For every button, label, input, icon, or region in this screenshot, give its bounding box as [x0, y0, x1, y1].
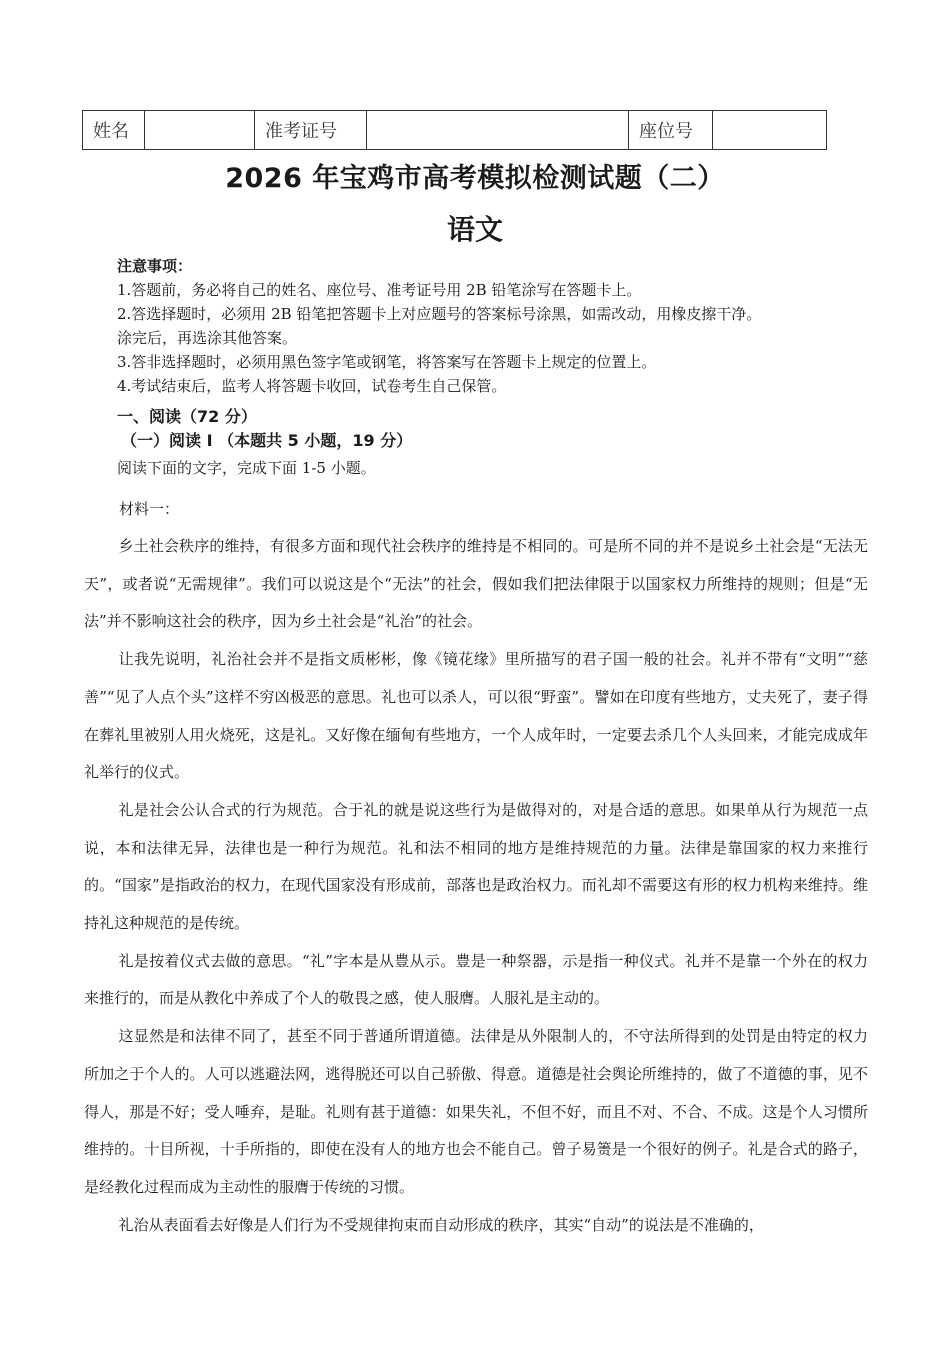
name-label: 姓名 [83, 111, 145, 150]
passage-paragraph: 乡土社会秩序的维持，有很多方面和现代社会秩序的维持是不相同的。可是所不同的并不是说乡土社会是“无法无天”，或者说“无需规律”。我们可以说这是个“无法”的社会，假如我们把法律限于以国家权力所维持的规则；但是“无法”并不影响这社会的秩序，因为乡土社会是“礼治”的社会。 [84, 537, 868, 631]
notice-item: 1.答题前，务必将自己的姓名、座位号、准考证号用 2B 铅笔涂写在答题卡上。 [117, 281, 642, 299]
passage-paragraph: 让我先说明，礼治社会并不是指文质彬彬，像《镜花缘》里所描写的君子国一般的社会。礼并不带有“文明”“慈善”“见了人点个头”这样不穷凶极恶的意思。礼也可以杀人，可以很“野蛮”。譬如在印度有些地方，丈夫死了，妻子得在葬礼里被别人用火烧死，这是礼。又好像在缅甸有些地方，一个人成年时，一定要去杀几个人头回来，才能完成成年礼举行的仪式。 [84, 650, 868, 782]
passage-paragraph: 礼是按着仪式去做的意思。“礼”字本是从豊从示。豊是一种祭器，示是指一种仪式。礼并不是靠一个外在的权力来推行的，而是从教化中养成了个人的敬畏之感，使人服膺。人服礼是主动的。 [84, 951, 868, 1008]
candidate-info-table [82, 110, 827, 150]
seat-label: 座位号 [629, 111, 713, 150]
name-field[interactable] [145, 111, 255, 150]
passage-paragraph: 这显然是和法律不同了，甚至不同于普通所谓道德。法律是从外限制人的，不守法所得到的处罚是由特定的权力所加之于个人的。人可以逃避法网，逃得脱还可以自己骄傲、得意。道德是社会舆论所维持的，做了不道德的事，见不得人，那是不好；受人唾弃，是耻。礼则有甚于道德：如果失礼，不但不好，而且不对、不合、不成。这是个人习惯所维持的。十目所视，十手所指的，即使在没有人的地方也会不能自己。曾子易箦是一个很好的例子。礼是合式的路子，是经教化过程而成为主动性的服膺于传统的习惯。 [84, 1027, 868, 1196]
passage-paragraph: 礼治从表面看去好像是人们行为不受规律拘束而自动形成的秩序，其实“自动”的说法是不准确的， [118, 1215, 764, 1234]
exam-title: 2026 年宝鸡市高考模拟检测试题（二） [225, 163, 725, 194]
instruction-text: 阅读下面的文字，完成下面 1-5 小题。 [117, 459, 376, 477]
notice-block [117, 254, 857, 398]
notice-item: 涂完后，再选涂其他答案。 [117, 329, 298, 347]
reading-passage [84, 528, 868, 1244]
passage-paragraph: 礼是社会公认合式的行为规范。合于礼的就是说这些行为是做得对的，对是合适的意思。如果单从行为规范一点说，本和法律无异，法律也是一种行为规范。礼和法不相同的地方是维持规范的力量。法律是靠国家的权力来推行的。“国家”是指政治的权力，在现代国家没有形成前，部落也是政治权力。而礼却不需要这有形的权力机构来维持。维持礼这种规范的是传统。 [84, 800, 868, 933]
subject-title: 语文 [446, 213, 503, 246]
exam-id-label: 准考证号 [255, 111, 367, 150]
subsection-heading: （一）阅读 I （本题共 5 小题，19 分） [121, 431, 413, 450]
notice-item: 3.答非选择题时，必须用黑色签字笔或钢笔，将答案写在答题卡上规定的位置上。 [117, 353, 657, 371]
notice-item: 2.答选择题时，必须用 2B 铅笔把答题卡上对应题号的答案标号涂黑，如需改动，用橡皮擦干净。 [117, 305, 762, 323]
exam-id-field[interactable] [367, 111, 629, 150]
notice-item: 4.考试结束后，监考人将答题卡收回，试卷考生自己保管。 [117, 377, 507, 395]
material-label: 材料一： [119, 500, 180, 518]
notice-title: 注意事项： [117, 257, 193, 275]
seat-field[interactable] [713, 111, 827, 150]
section-heading: 一、阅读（72 分） [117, 407, 257, 426]
